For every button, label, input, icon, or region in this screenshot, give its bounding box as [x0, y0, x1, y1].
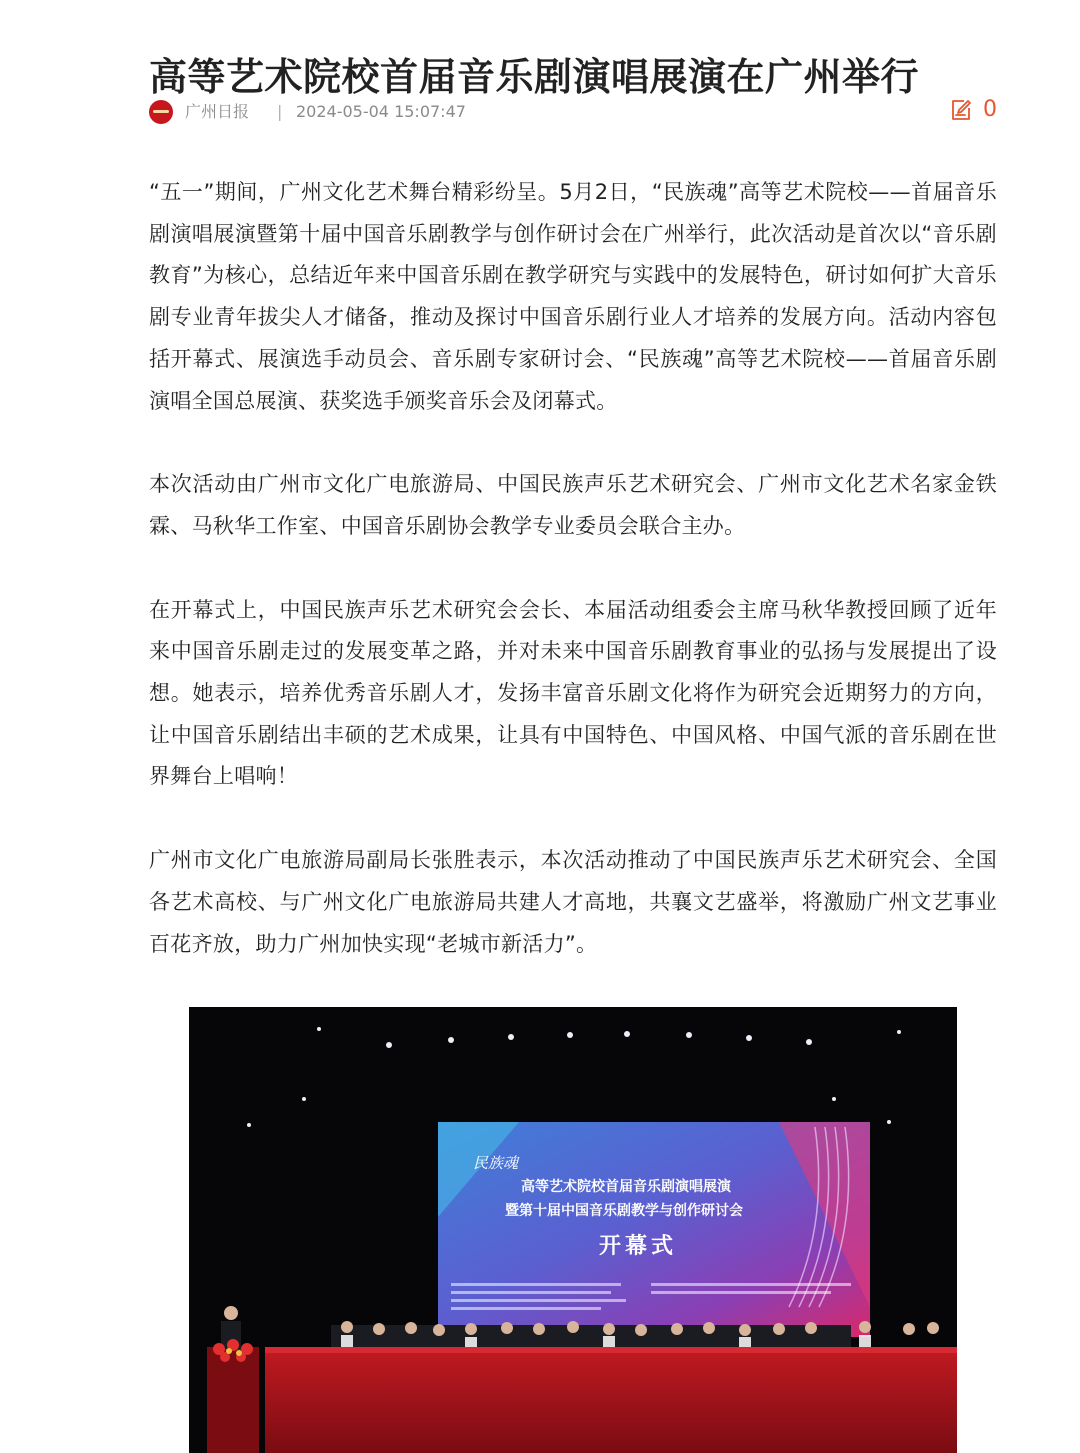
comment-count: 0 [983, 97, 997, 122]
seated-guests [331, 1321, 939, 1351]
screen-title-line2: 暨第十届中国音乐剧教学与创作研讨会 [505, 1203, 743, 1219]
article-title: 高等艺术院校首届音乐剧演唱展演在广州举行 [149, 55, 920, 100]
paragraph-1: “五一”期间，广州文化艺术舞台精彩纷呈。5月2日，“民族魂”高等艺术院校——首届音乐剧演唱展演暨第十届中国音乐剧教学与创作研讨会在广州举行，此次活动是首次以“音乐剧教育”为核心，总结近年来中国音乐剧在教学研究与实践中的发展特色，研讨如何扩大音乐剧专业青年拔尖人才储备，推动及探讨中国音乐剧行业人才培养的发展方向。活动内容包括开幕式、展演选手动员会、音乐剧专家研讨会、“民族魂”高等艺术院校——首届音乐剧演唱全国总展演、获奖选手颁奖音乐会及闭幕式。 [149, 180, 997, 413]
paragraph-2: 本次活动由广州市文化广电旅游局、中国民族声乐艺术研究会、广州市文化艺术名家金铁霖、马秋华工作室、中国音乐剧协会教学专业委员会联合主办。 [149, 472, 997, 538]
paragraph-3: 在开幕式上，中国民族声乐艺术研究会会长、本届活动组委会主席马秋华教授回顾了近年来中国音乐剧走过的发展变革之路，并对未来中国音乐剧教育事业的弘扬与发展提出了设想。她表示，培养优秀音乐剧人才，发扬丰富音乐剧文化将作为研究会近期努力的方向，让中国音乐剧结出丰硕的艺术成果，让具有中国特色、中国风格、中国气派的音乐剧在世界舞台上唱响！ [149, 597, 997, 789]
meta-separator: | [277, 102, 283, 121]
screen-title-line1: 高等艺术院校首届音乐剧演唱展演 [521, 1179, 731, 1195]
comment-button[interactable] [949, 96, 997, 124]
edit-comment-icon [949, 98, 973, 122]
paragraph-4: 广州市文化广电旅游局副局长张胜表示，本次活动推动了中国民族声乐艺术研究会、全国各艺术高校、与广州文化广电旅游局共建人才高地，共襄文艺盛举，将激励广州文艺事业百花齐放，助力广州加快实现“老城市新活力”。 [149, 848, 997, 956]
article-meta [149, 96, 997, 128]
publish-datetime: 2024-05-04 15:07:47 [296, 102, 466, 121]
screen-title-line3: 开幕式 [599, 1234, 678, 1259]
article-body [149, 172, 997, 1007]
stage-table [265, 1347, 957, 1453]
screen-logo-text: 民族魂 [473, 1154, 519, 1172]
stage-photo-illustration [189, 1007, 957, 1453]
source-name[interactable]: 广州日报 [185, 102, 250, 121]
stage-screen [438, 1122, 870, 1337]
source-logo-icon[interactable] [149, 100, 173, 124]
article-photo[interactable] [189, 1007, 957, 1453]
